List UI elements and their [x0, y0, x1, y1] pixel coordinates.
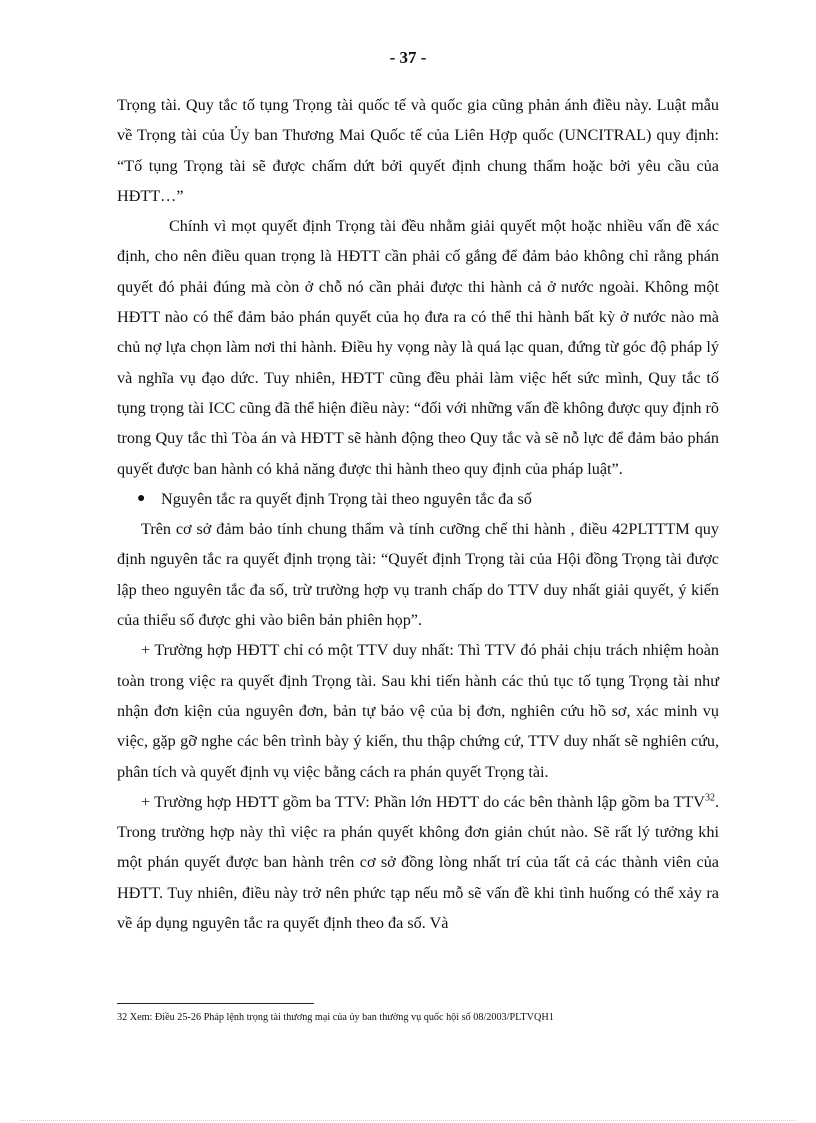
paragraph-sole-arbitrator: + Trường hợp HĐTT chỉ có một TTV duy nhất: Thì TTV đó phải chịu trách nhiệm hoàn toàn trong việc ra quyết định Trọng tài. Sau khi tiến hành các thủ tục tố tụng Trọng tài như nhận đơn kiện của nguyên đơn, bản tự bảo vệ của bị đơn, nghiên cứu hồ sơ, xác minh vụ việc, gặp gỡ nghe các bên trình bày ý kiến, thu thập chứng cứ, TTV duy nhất sẽ nghiên cứu, phân tích và quyết định vụ việc bằng cách ra phán quyết Trọng tài.	[117, 641, 719, 781]
bullet-heading-text: Nguyên tắc ra quyết định Trọng tài theo nguyên tắc đa số	[161, 489, 532, 508]
footnote-text: Xem: Điều 25-26 Pháp lệnh trọng tài thương mại của ủy ban thường vụ quốc hội số 08/2003/PLTVQH1	[127, 1012, 554, 1023]
paragraph-three-arbitrators-rest: . Trong trường hợp này thì việc ra phán quyết không đơn giản chút nào. Sẽ rất lý tưởng khi một phán quyết được ban hành trên cơ sở đồng lòng nhất trí của tất cả các thành viên của HĐTT. Tuy nhiên, điều này trở nên phức tạp nếu mỗ sẽ vấn đề khi tình huống có thể xảy ra về áp dụng nguyên tắc ra quyết định theo đa số. Và	[117, 792, 719, 933]
paragraph-three-arbitrators-start: + Trường hợp HĐTT gồm ba TTV: Phần lớn HĐTT do các bên thành lập gồm ba TTV	[141, 792, 705, 811]
paragraph-majority-rule: Trên cơ sở đảm bảo tính chung thẩm và tính cưỡng chế thi hành , điều 42PLTTTM quy định nguyên tắc ra quyết định trọng tài: “Quyết định Trọng tài của Hội đồng Trọng tài được lập theo nguyên tắc đa số, trừ trường hợp vụ tranh chấp do TTV duy nhất giải quyết, ý kiến của thiểu số được ghi vào biên bản phiên họp”.	[117, 520, 719, 630]
page-bottom-border	[20, 1120, 796, 1121]
bullet-icon: ●	[137, 490, 146, 506]
paragraph-three-arbitrators	[117, 787, 719, 938]
page-number: - 37 -	[389, 48, 427, 67]
bullet-heading	[117, 484, 719, 514]
footnote	[117, 1011, 737, 1025]
paragraph-enforcement: Chính vì mọt quyết định Trọng tài đều nhằm giải quyết một hoặc nhiều vấn đề xác định, cho nên điều quan trọng là HĐTT cần phải cố gắng để đảm bảo không chỉ rằng phán quyết đó phải đúng mà còn ở chỗ nó cần phải được thi hành cả ở nước ngoài. Không một HĐTT nào có thể đảm bảo phán quyết của họ đưa ra có thể thi hành bất kỳ ở nước nào mà chủ nợ lựa chọn làm nơi thi hành. Điều hy vọng này là quá lạc quan, đứng từ góc độ pháp lý và nghĩa vụ đạo dức. Tuy nhiên, HĐTT cũng đều phải làm việc hết sức mình, Quy tắc tố tụng trọng tài ICC cũng đã thể hiện điều này: “đối với những vấn đề không được quy định rõ trong Quy tắc thì Tòa án và HĐTT sẽ hành động theo Quy tắc và sẽ nỗ lực để đảm bảo phán quyết được ban hành có khả năng được thi hành theo quy định của pháp luật”.	[117, 217, 719, 478]
document-body	[117, 90, 719, 938]
footnote-reference[interactable]: 32	[704, 792, 715, 804]
paragraph-continuation: Trọng tài. Quy tắc tố tụng Trọng tài quốc tế và quốc gia cũng phản ánh điều này. Luật mẫu về Trọng tài của Ủy ban Thương Mai Quốc tế của Liên Hợp quốc (UNCITRAL) quy định: “Tố tụng Trọng tài sẽ được chấm dứt bởi quyết định chung thẩm hoặc bởi yêu cầu của HĐTT…”	[117, 96, 719, 205]
footnote-number: 32	[117, 1012, 128, 1023]
footnote-divider	[117, 1003, 314, 1004]
